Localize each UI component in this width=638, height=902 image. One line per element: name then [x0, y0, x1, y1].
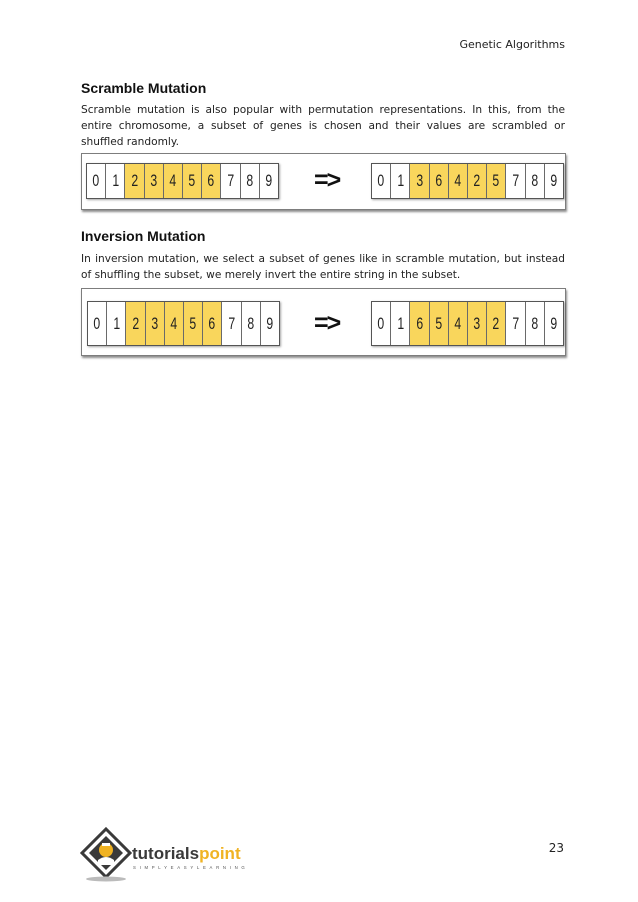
gene-value: 9 [550, 171, 558, 190]
gene-value: 5 [188, 171, 196, 190]
gene-value: 3 [416, 171, 423, 190]
gene-value: 0 [377, 171, 385, 190]
gene-value: 1 [112, 313, 120, 333]
paragraph-inversion: In inversion mutation, we select a subset of genes like in scramble mutation, but instead of shuffling the subset, we merely invert the entire string in the subset. [81, 253, 565, 281]
gene-value: 6 [208, 313, 216, 333]
gene-cell [164, 164, 183, 198]
chromosome-before [87, 301, 280, 346]
gene-cell [125, 164, 144, 198]
transform-arrow: => [314, 309, 340, 337]
section-heading-inversion: Inversion Mutation [81, 228, 206, 244]
chromosome-before [86, 163, 279, 199]
gene-value: 5 [492, 171, 500, 190]
gene-value: 8 [247, 313, 255, 333]
gene-cell [506, 302, 525, 345]
gene-cell [221, 164, 240, 198]
gene-value: 4 [454, 313, 462, 333]
gene-cell [391, 164, 410, 198]
gene-cell [391, 302, 410, 345]
gene-value: 1 [396, 171, 404, 190]
gene-value: 8 [246, 171, 254, 190]
logo-mark-icon [80, 827, 255, 882]
gene-value: 8 [531, 171, 539, 190]
chromosome-after [371, 301, 564, 346]
gene-value: 7 [511, 313, 519, 333]
gene-cell [372, 302, 391, 345]
gene-value: 2 [473, 171, 481, 190]
gene-cell [126, 302, 145, 345]
transform-arrow: => [314, 166, 340, 194]
gene-cell [146, 302, 165, 345]
gene-cell [203, 302, 222, 345]
gene-cell [449, 164, 468, 198]
page-number: 23 [548, 841, 564, 855]
gene-value: 3 [473, 313, 481, 333]
gene-value: 0 [92, 171, 100, 190]
gene-cell [410, 302, 429, 345]
gene-cell [202, 164, 221, 198]
gene-value: 2 [132, 313, 139, 333]
gene-cell [106, 164, 125, 198]
gene-value: 5 [435, 313, 443, 333]
gene-value: 4 [170, 313, 178, 333]
gene-value: 6 [416, 313, 423, 333]
gene-cell [260, 164, 278, 198]
tutorialspoint-logo [80, 827, 255, 882]
gene-cell [107, 302, 126, 345]
gene-cell [468, 302, 487, 345]
chromosome-after [371, 163, 564, 199]
section-heading-scramble: Scramble Mutation [81, 80, 207, 96]
gene-cell [449, 302, 468, 345]
gene-value: 8 [531, 313, 539, 333]
logo-tagline: SIMPLYEASYLEARNING [133, 865, 249, 870]
gene-value: 2 [492, 313, 500, 333]
scramble-figure [81, 153, 566, 210]
gene-cell [222, 302, 241, 345]
gene-cell [526, 164, 545, 198]
gene-value: 6 [435, 171, 443, 190]
logo-wordmark: tutorialspoint [132, 844, 241, 863]
gene-cell [242, 302, 261, 345]
gene-cell [545, 164, 563, 198]
gene-cell [372, 164, 391, 198]
gene-value: 0 [377, 313, 385, 333]
gene-value: 9 [266, 313, 274, 333]
gene-cell [545, 302, 563, 345]
gene-value: 9 [550, 313, 558, 333]
gene-value: 3 [150, 171, 158, 190]
gene-cell [430, 164, 449, 198]
gene-value: 6 [207, 171, 215, 190]
gene-value: 1 [396, 313, 404, 333]
gene-cell [468, 164, 487, 198]
gene-value: 3 [151, 313, 159, 333]
gene-value: 7 [226, 171, 234, 190]
gene-value: 7 [511, 171, 519, 190]
paragraph-scramble: Scramble mutation is also popular with permutation representations. In this, from the entire chromosome, a subset of genes is chosen and their values are scrambled or shuffled randomly. [81, 104, 565, 148]
gene-value: 7 [227, 313, 235, 333]
gene-value: 5 [189, 313, 197, 333]
gene-cell [410, 164, 429, 198]
gene-cell [165, 302, 184, 345]
running-header: Genetic Algorithms [459, 38, 565, 51]
gene-cell [87, 164, 106, 198]
gene-cell [241, 164, 260, 198]
gene-cell [487, 302, 506, 345]
inversion-figure [81, 288, 566, 356]
gene-cell [487, 164, 506, 198]
gene-value: 4 [169, 171, 177, 190]
gene-value: 2 [131, 171, 138, 190]
gene-value: 9 [265, 171, 273, 190]
gene-cell [506, 164, 525, 198]
gene-cell [184, 302, 203, 345]
gene-cell [430, 302, 449, 345]
gene-cell [145, 164, 164, 198]
gene-cell [88, 302, 107, 345]
gene-cell [261, 302, 279, 345]
gene-cell [183, 164, 202, 198]
gene-value: 0 [93, 313, 101, 333]
gene-value: 1 [111, 171, 119, 190]
gene-value: 4 [454, 171, 462, 190]
gene-cell [526, 302, 545, 345]
